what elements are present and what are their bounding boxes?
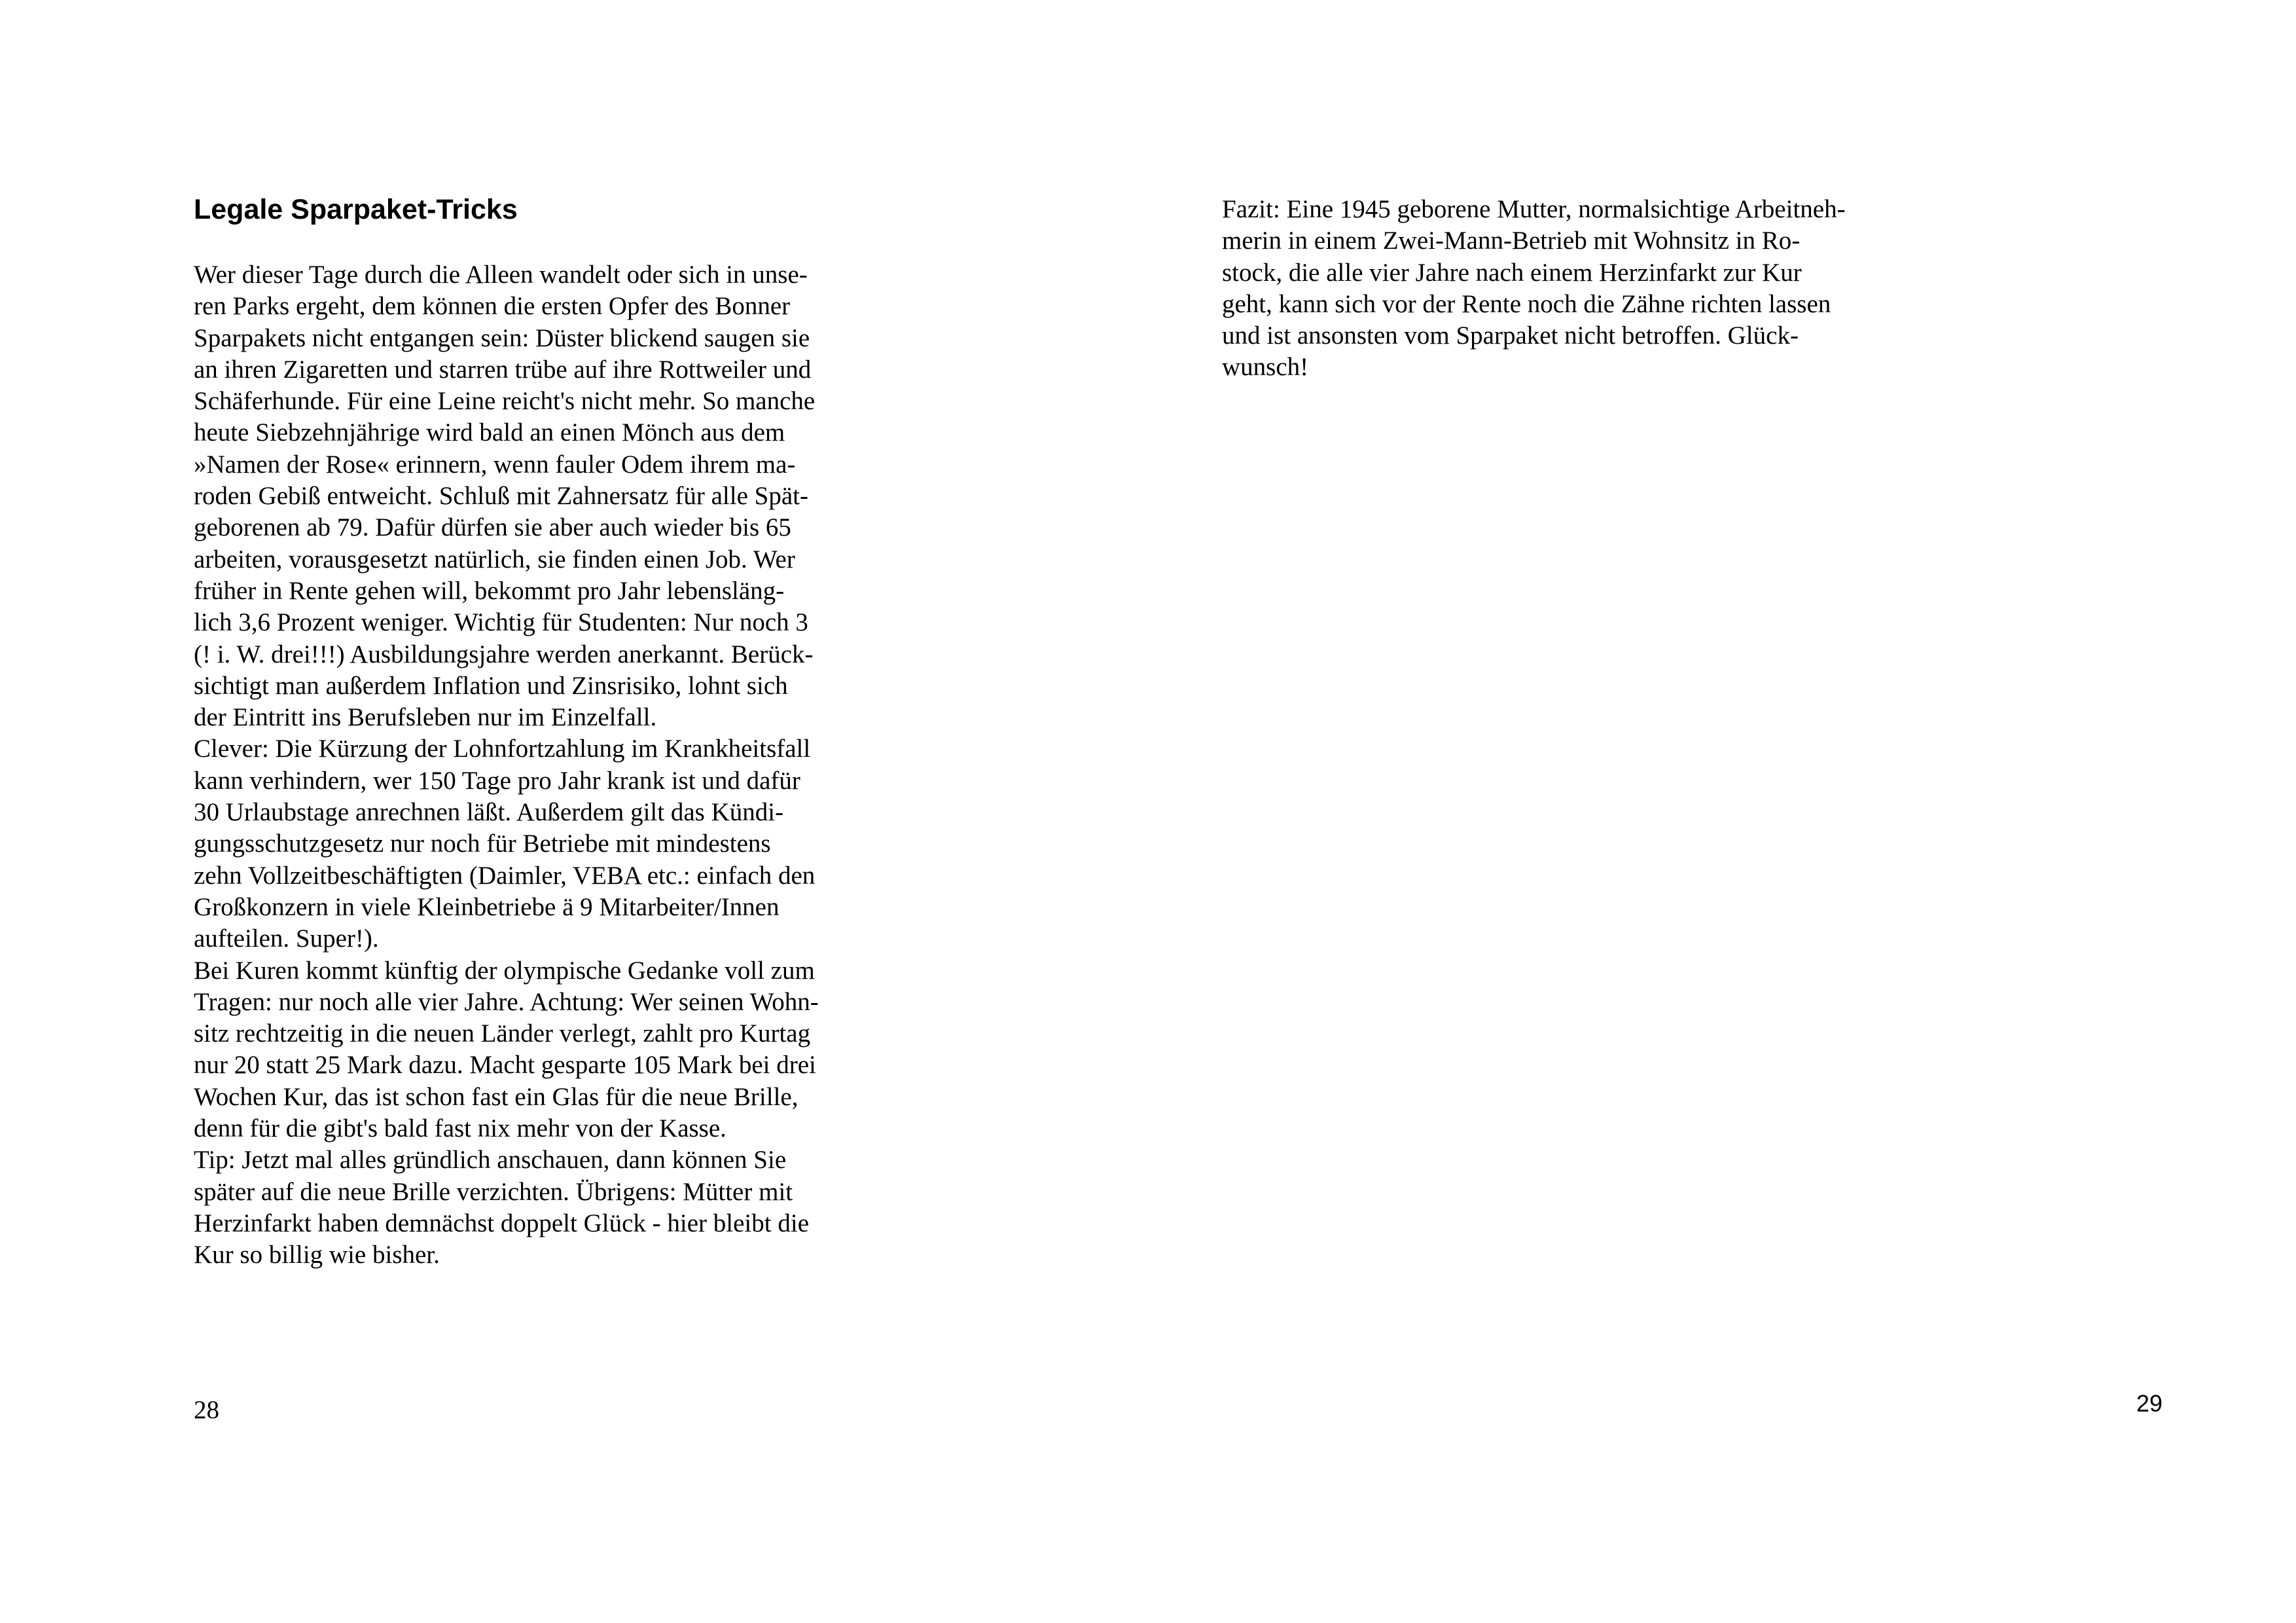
text-line: zehn Vollzeitbeschäftigten (Daimler, VEBA etc.: einfach den xyxy=(194,861,816,890)
text-line: später auf die neue Brille verzichten. Übrigens: Mütter mit xyxy=(194,1177,793,1206)
right-page-body-text xyxy=(1222,194,1846,384)
text-line: sitz rechtzeitig in die neuen Länder verlegt, zahlt pro Kurtag xyxy=(194,1019,811,1048)
text-line: Herzinfarkt haben demnächst doppelt Glück - hier bleibt die xyxy=(194,1209,809,1237)
text-line: an ihren Zigaretten und starren trübe auf ihre Rottweiler und xyxy=(194,355,812,384)
text-line: aufteilen. Super!). xyxy=(194,924,379,953)
page-number-left: 28 xyxy=(194,1396,219,1424)
text-line: gungsschutzgesetz nur noch für Betriebe mit mindestens xyxy=(194,830,771,858)
text-line: Wochen Kur, das ist schon fast ein Glas für die neue Brille, xyxy=(194,1082,798,1111)
text-line: Tragen: nur noch alle vier Jahre. Achtung: Wer seinen Wohn- xyxy=(194,987,819,1016)
text-line: Schäferhunde. Für eine Leine reicht's nicht mehr. So manche xyxy=(194,387,816,416)
text-line: roden Gebiß entweicht. Schluß mit Zahnersatz für alle Spät- xyxy=(194,482,808,511)
right-page xyxy=(1148,0,2296,1623)
text-line: Kur so billig wie bisher. xyxy=(194,1241,440,1269)
text-line: lich 3,6 Prozent weniger. Wichtig für Studenten: Nur noch 3 xyxy=(194,608,808,637)
text-line: (! i. W. drei!!!) Ausbildungsjahre werden anerkannt. Berück- xyxy=(194,640,814,668)
text-line: Sparpakets nicht entgangen sein: Düster blickend saugen sie xyxy=(194,323,810,352)
text-line: 30 Urlaubstage anrechnen läßt. Außerdem gilt das Kündi- xyxy=(194,798,784,827)
page-number-right: 29 xyxy=(2136,1390,2163,1417)
text-line: kann verhindern, wer 150 Tage pro Jahr krank ist und dafür xyxy=(194,766,800,795)
text-line: heute Siebzehnjährige wird bald an einen Mönch aus dem xyxy=(194,418,785,447)
text-line: Wer dieser Tage durch die Alleen wandelt oder sich in unse- xyxy=(194,261,808,289)
text-line: Tip: Jetzt mal alles gründlich anschauen, dann können Sie xyxy=(194,1146,787,1175)
text-line: ren Parks ergeht, dem können die ersten Opfer des Bonner xyxy=(194,292,791,321)
text-line: sichtigt man außerdem Inflation und Zinsrisiko, lohnt sich xyxy=(194,671,788,700)
text-line: früher in Rente gehen will, bekommt pro Jahr lebensläng- xyxy=(194,576,785,605)
text-line: Clever: Die Kürzung der Lohnfortzahlung im Krankheitsfall xyxy=(194,735,811,763)
text-line: »Namen der Rose« erinnern, wenn fauler Odem ihrem ma- xyxy=(194,450,796,479)
text-line: wunsch! xyxy=(1222,353,1309,382)
text-line: stock, die alle vier Jahre nach einem Herzinfarkt zur Kur xyxy=(1222,258,1802,287)
article-heading: Legale Sparpaket-Tricks xyxy=(194,194,518,225)
text-line: Bei Kuren kommt künftig der olympische Gedanke voll zum xyxy=(194,956,815,985)
text-line: arbeiten, vorausgesetzt natürlich, sie finden einen Job. Wer xyxy=(194,545,795,574)
text-line: geborenen ab 79. Dafür dürfen sie aber auch wieder bis 65 xyxy=(194,513,791,542)
text-line: und ist ansonsten vom Sparpaket nicht betroffen. Glück- xyxy=(1222,321,1799,350)
text-line: merin in einem Zwei-Mann-Betrieb mit Wohnsitz in Ro- xyxy=(1222,227,1801,255)
text-line: geht, kann sich vor der Rente noch die Zähne richten lassen xyxy=(1222,289,1831,318)
left-page-body-text xyxy=(194,259,819,1271)
text-line: Großkonzern in viele Kleinbetriebe ä 9 Mitarbeiter/Innen xyxy=(194,892,780,921)
text-line: denn für die gibt's bald fast nix mehr von der Kasse. xyxy=(194,1114,726,1143)
text-line: Fazit: Eine 1945 geborene Mutter, normalsichtige Arbeitneh- xyxy=(1222,195,1846,223)
text-line: nur 20 statt 25 Mark dazu. Macht gesparte 105 Mark bei drei xyxy=(194,1051,816,1080)
text-line: der Eintritt ins Berufsleben nur im Einzelfall. xyxy=(194,703,657,732)
